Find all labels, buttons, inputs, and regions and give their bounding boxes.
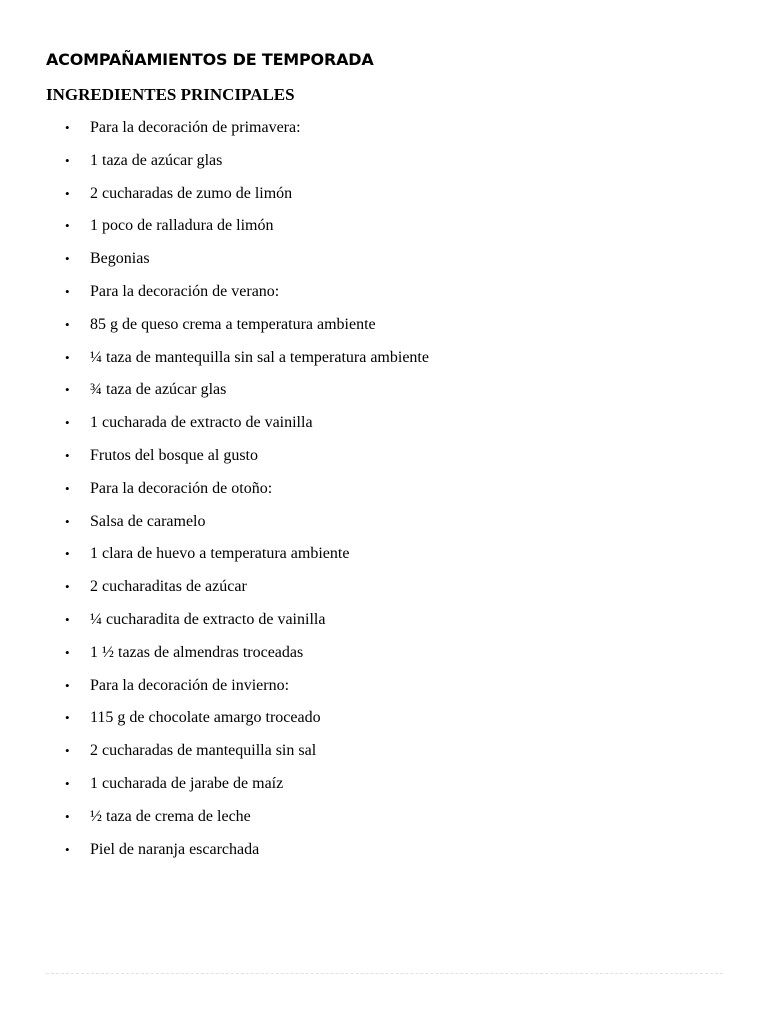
bullet-icon: • [65,283,70,299]
bullet-icon: • [65,775,70,791]
ingredient-text: 2 cucharadas de mantequilla sin sal [90,742,317,760]
ingredient-text: Salsa de caramelo [90,512,206,530]
bullet-icon: • [65,185,70,201]
bullet-icon: • [65,513,70,529]
ingredient-text: 2 cucharaditas de azúcar [90,578,247,596]
bullet-icon: • [65,120,70,135]
bullet-icon: • [65,480,70,496]
section-heading-ingredients: INGREDIENTES PRINCIPALES [46,85,295,104]
ingredient-text: ¾ taza de azúcar glas [90,381,227,399]
bullet-icon: • [65,415,70,431]
ingredient-text: 1 poco de ralladura de limón [90,217,274,235]
ingredient-text: Begonias [90,250,150,268]
bullet-icon: • [65,382,70,398]
ingredient-text: Para la decoración de primavera: [90,119,301,136]
ingredient-text: Para la decoración de otoño: [90,479,273,497]
ingredient-text: 1 cucharada de jarabe de maíz [90,774,284,792]
ingredient-text: ¼ taza de mantequilla sin sal a temperatura ambiente [90,348,429,366]
ingredient-text: ½ taza de crema de leche [90,807,251,825]
ingredient-text: 1 clara de huevo a temperatura ambiente [90,545,350,563]
bullet-icon: • [65,546,70,562]
ingredient-text: 1 cucharada de extracto de vainilla [90,414,313,432]
ingredient-text: 1 ½ tazas de almendras troceadas [90,643,304,661]
ingredient-text: Para la decoración de invierno: [90,676,290,694]
bullet-icon: • [65,710,70,726]
ingredient-text: ¼ cucharadita de extracto de vainilla [90,610,326,628]
ingredient-text: Frutos del bosque al gusto [90,446,258,464]
bullet-icon: • [65,316,70,332]
bullet-icon: • [65,644,70,660]
bullet-icon: • [65,611,70,627]
bullet-icon: • [65,743,70,759]
bullet-icon: • [65,251,70,267]
ingredient-text: 115 g de chocolate amargo troceado [90,709,321,727]
ingredient-text: 1 taza de azúcar glas [90,151,223,169]
bullet-icon: • [65,841,70,857]
bullet-icon: • [65,677,70,693]
document-title: ACOMPAÑAMIENTOS DE TEMPORADA [46,50,374,69]
bullet-icon: • [65,808,70,824]
page-break-divider [46,973,723,974]
bullet-icon: • [65,152,70,168]
bullet-icon: • [65,579,70,595]
ingredient-text: Para la decoración de verano: [90,282,280,300]
ingredient-text: Piel de naranja escarchada [90,840,260,858]
bullet-icon: • [65,218,70,234]
ingredient-text: 85 g de queso crema a temperatura ambiente [90,315,376,333]
bullet-icon: • [65,447,70,463]
bullet-icon: • [65,349,70,365]
ingredient-text: 2 cucharadas de zumo de limón [90,184,293,202]
